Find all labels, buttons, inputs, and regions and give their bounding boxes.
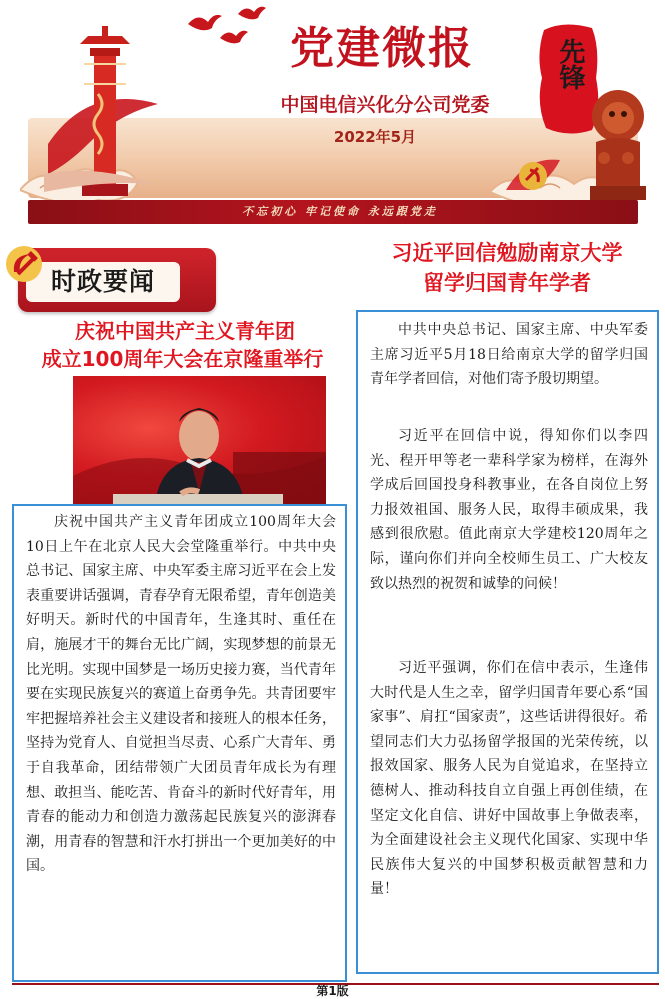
stone-lion-icon xyxy=(584,86,650,202)
left-headline-line2: 成立100周年大会在京隆重举行 xyxy=(41,347,324,371)
doves-icon xyxy=(186,4,266,48)
organization-name: 中国电信兴化分公司党委 xyxy=(280,94,490,116)
left-article-body: 庆祝中国共产主义青年团成立100周年大会10日上午在北京人民大会堂隆重举行。中共中央总书记、国家主席、中央军委主席习近平在会上发表重要讲话强调，青春孕育无限希望，青年创造美好明天。新时代的中国青年，生逢其时、重任在肩，施展才干的舞台无比广阔，实现梦想的前景无比光明。实现中国梦是一场历史接力赛，当代青年要在实现民族复兴的赛道上奋勇争先。共青团要牢牢把握培养社会主义建设者和接班人的根本任务，坚持为党育人、自觉担当尽责、心系广大青年、勇于自我革命，团结带领广大团员青年成长为有理想、敢担当、能吃苦、肯奋斗的新时代好青年，用青春的能动力和创造力激荡起民族复兴的澎湃春潮，用青春的智慧和汗水打拼出一个更加美好的中国。 xyxy=(26,514,336,875)
right-headline-line1: 习近平回信勉励南京大学 xyxy=(391,241,623,265)
speaker-at-podium-image xyxy=(73,376,326,506)
paper-title: 党建微报 xyxy=(290,23,474,74)
right-headline-line2: 留学归国青年学者 xyxy=(423,271,591,295)
masthead xyxy=(0,0,665,232)
page-number: 第1版 xyxy=(316,984,349,998)
right-article-paragraph-1: 中共中央总书记、国家主席、中央军委主席习近平5月18日给南京大学的留学归国青年学者回信，对他们寄予殷切期望。 xyxy=(370,322,648,388)
left-headline-line1: 庆祝中国共产主义青年团 xyxy=(75,319,295,343)
right-article-paragraph-3: 习近平强调，你们在信中表示，生逢伟大时代是人生之幸，留学归国青年要心系“国家事”、肩扛“国家责”，这些话讲得很好。希望同志们大力弘扬留学报国的光荣传统，以报效国家、服务人民为自觉追求，在坚持立德树人、推动科技自立自强上再创佳绩，在坚定文化自信、讲好中国故事上争做表率，为全面建设社会主义现代化国家、实现中华民族伟大复兴的中国梦积极贡献智慧和力量！ xyxy=(370,660,648,898)
hammer-sickle-icon xyxy=(4,244,44,284)
issue-date: 2022年5月 xyxy=(333,128,417,146)
party-emblem-icon xyxy=(506,150,560,198)
news-photo xyxy=(73,376,326,506)
huabiao-pillar-icon xyxy=(44,24,164,202)
section-title: 时政要闻 xyxy=(50,267,155,296)
right-article-paragraph-2: 习近平在回信中说，得知你们以李四光、程开甲等老一辈科学家为榜样，在海外学成后回国投身科教事业，在各自岗位上努力报效祖国、服务人民，取得丰硕成果，我感到很欣慰。值此南京大学建校120周年之际，谨向你们并向全校师生员工、广大校友致以热烈的祝贺和诚挚的问候！ xyxy=(370,428,648,592)
pioneer-seal-text: 先锋 xyxy=(555,38,585,90)
slogan-text: 不忘初心 牢记使命 永远跟党走 xyxy=(242,205,438,218)
